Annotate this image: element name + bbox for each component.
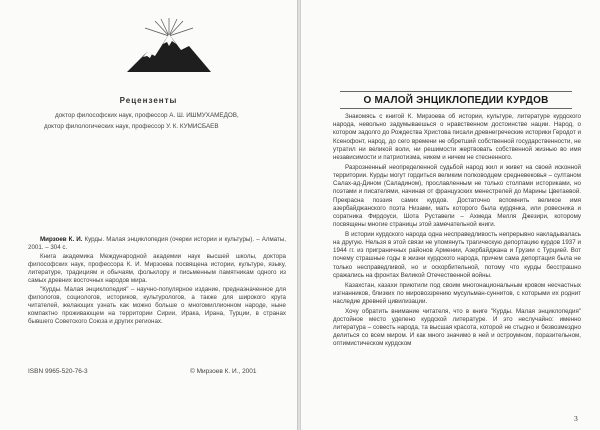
article-body	[333, 113, 581, 350]
copyright: © Мирзоев К. И., 2001	[190, 368, 257, 375]
article-paragraph: В истории курдского народа одна несправедливость непрерывно накладывалась на другую. Нельзя в этой связи не упомянуть трагическую депортацию курдов 1937 и 1944 гг. из приграничных районов Армении, Азербайджана и Грузии с Турцией. Вот почему страшные годы в жизни курдского народа, причем сама депортация была не только несправедливой, но и оскорбительной, потому что курды бесстрашно сражались на фронтах Великой Отечественной войны.	[333, 230, 581, 279]
article-paragraph: Знакомясь с книгой К. Мирзоева об истории, культуре, литературе курдского народа, невольно задумываешься о нравственном достоинстве нации. Народ, о котором задолго до Рождества Христова писали древнегреческие историки Геродот и Ксенофонт, народ, до сего времени не обретший собственной государственности, не утратил ни великой воли, ни решимости жертвовать собственной жизнью во имя независимости и патриотизма, никем и ничем не стесненного.	[333, 113, 581, 162]
reviewer-line: доктор филологических наук, профессор У. К. КУМИСБАЕВ	[44, 123, 219, 130]
bib-author: Мирзоев К. И.	[40, 236, 83, 243]
page-title: О МАЛОЙ ЭНЦИКЛОПЕДИИ КУРДОВ	[363, 95, 549, 106]
mountain-emblem-icon	[125, 16, 213, 76]
annotation-paragraph: Книга академика Международной академии наук высшей школы, доктора философских наук, профессора К. И. Мирзоева посвящена истории, культуре, языку, литературе, традициям и обычаям, фольклору и письменным памятникам одного из самых древних восточных народов мира.	[28, 253, 286, 284]
bib-entry	[28, 236, 286, 252]
annotation-paragraph: "Курды. Малая энциклопедия" – научно-популярное издание, предназначенное для филологов, социологов, историков, культурологов, а также для широкого круга читателей, желающих узнать как можно больше о многомиллионном народе, ныне компактно проживающем на территории Сирии, Ирака, Ирана, Турции, в странах бывшего Советского Союза и других регионах.	[28, 286, 286, 325]
page-number: 3	[574, 414, 578, 423]
reviewer-line: доктор философских наук, профессор А. Ш. ИШМУХАМЕДОВ,	[55, 112, 239, 119]
title-rule-bottom	[340, 108, 572, 109]
article-paragraph: Казахстан, казахи приютили под своим многонациональным кровом несчастных изгнанников, близких по мировоззрению мусульман-суннитов, с которыми их роднит наследие древней цивилизации.	[333, 281, 581, 305]
article-paragraph: Разрозненный неопределенной судьбой народ жил и живет на своей исконной территории. Курды могут гордиться великим полководцем средневековья – султаном Салах-ад-Дином (Саладином), прославленным не только столпами историками, но поэтами и писателями, начиная от французских менестрелей до Марины Цветаевой. Прекрасна поэзия самих курдов. Достаточно вспомнить великое имя азербайджанского поэта Низами, мать которого была курдянка, или ровесника и соратника Фирдоуси, Шота Руставели – Ахмеда Мелля Джезири, которому посвящены многие страницы этой замечательной книги.	[333, 163, 581, 229]
article-paragraph: Хочу обратить внимание читателя, что в книге "Курды. Малая энциклопедия" достойное место уделено курдской литературе. И это неслучайно: именно литература – совесть народа, та высшая красота, которой не стыдно и безвозмездно делиться со всем миром. И как много значимо в ней и остроумном, поразительном, оптимистическом курдском	[333, 307, 581, 348]
title-rule-top	[340, 91, 572, 92]
isbn: ISBN 9965-520-76-3	[28, 368, 88, 375]
reviewers-heading: Рецензенты	[119, 96, 178, 105]
bib-main: Курды. Малая энциклопедия (очерки истории и культуры). – Алматы, 2001. – 304 с.	[28, 236, 287, 251]
bibliographic-description	[28, 236, 286, 326]
